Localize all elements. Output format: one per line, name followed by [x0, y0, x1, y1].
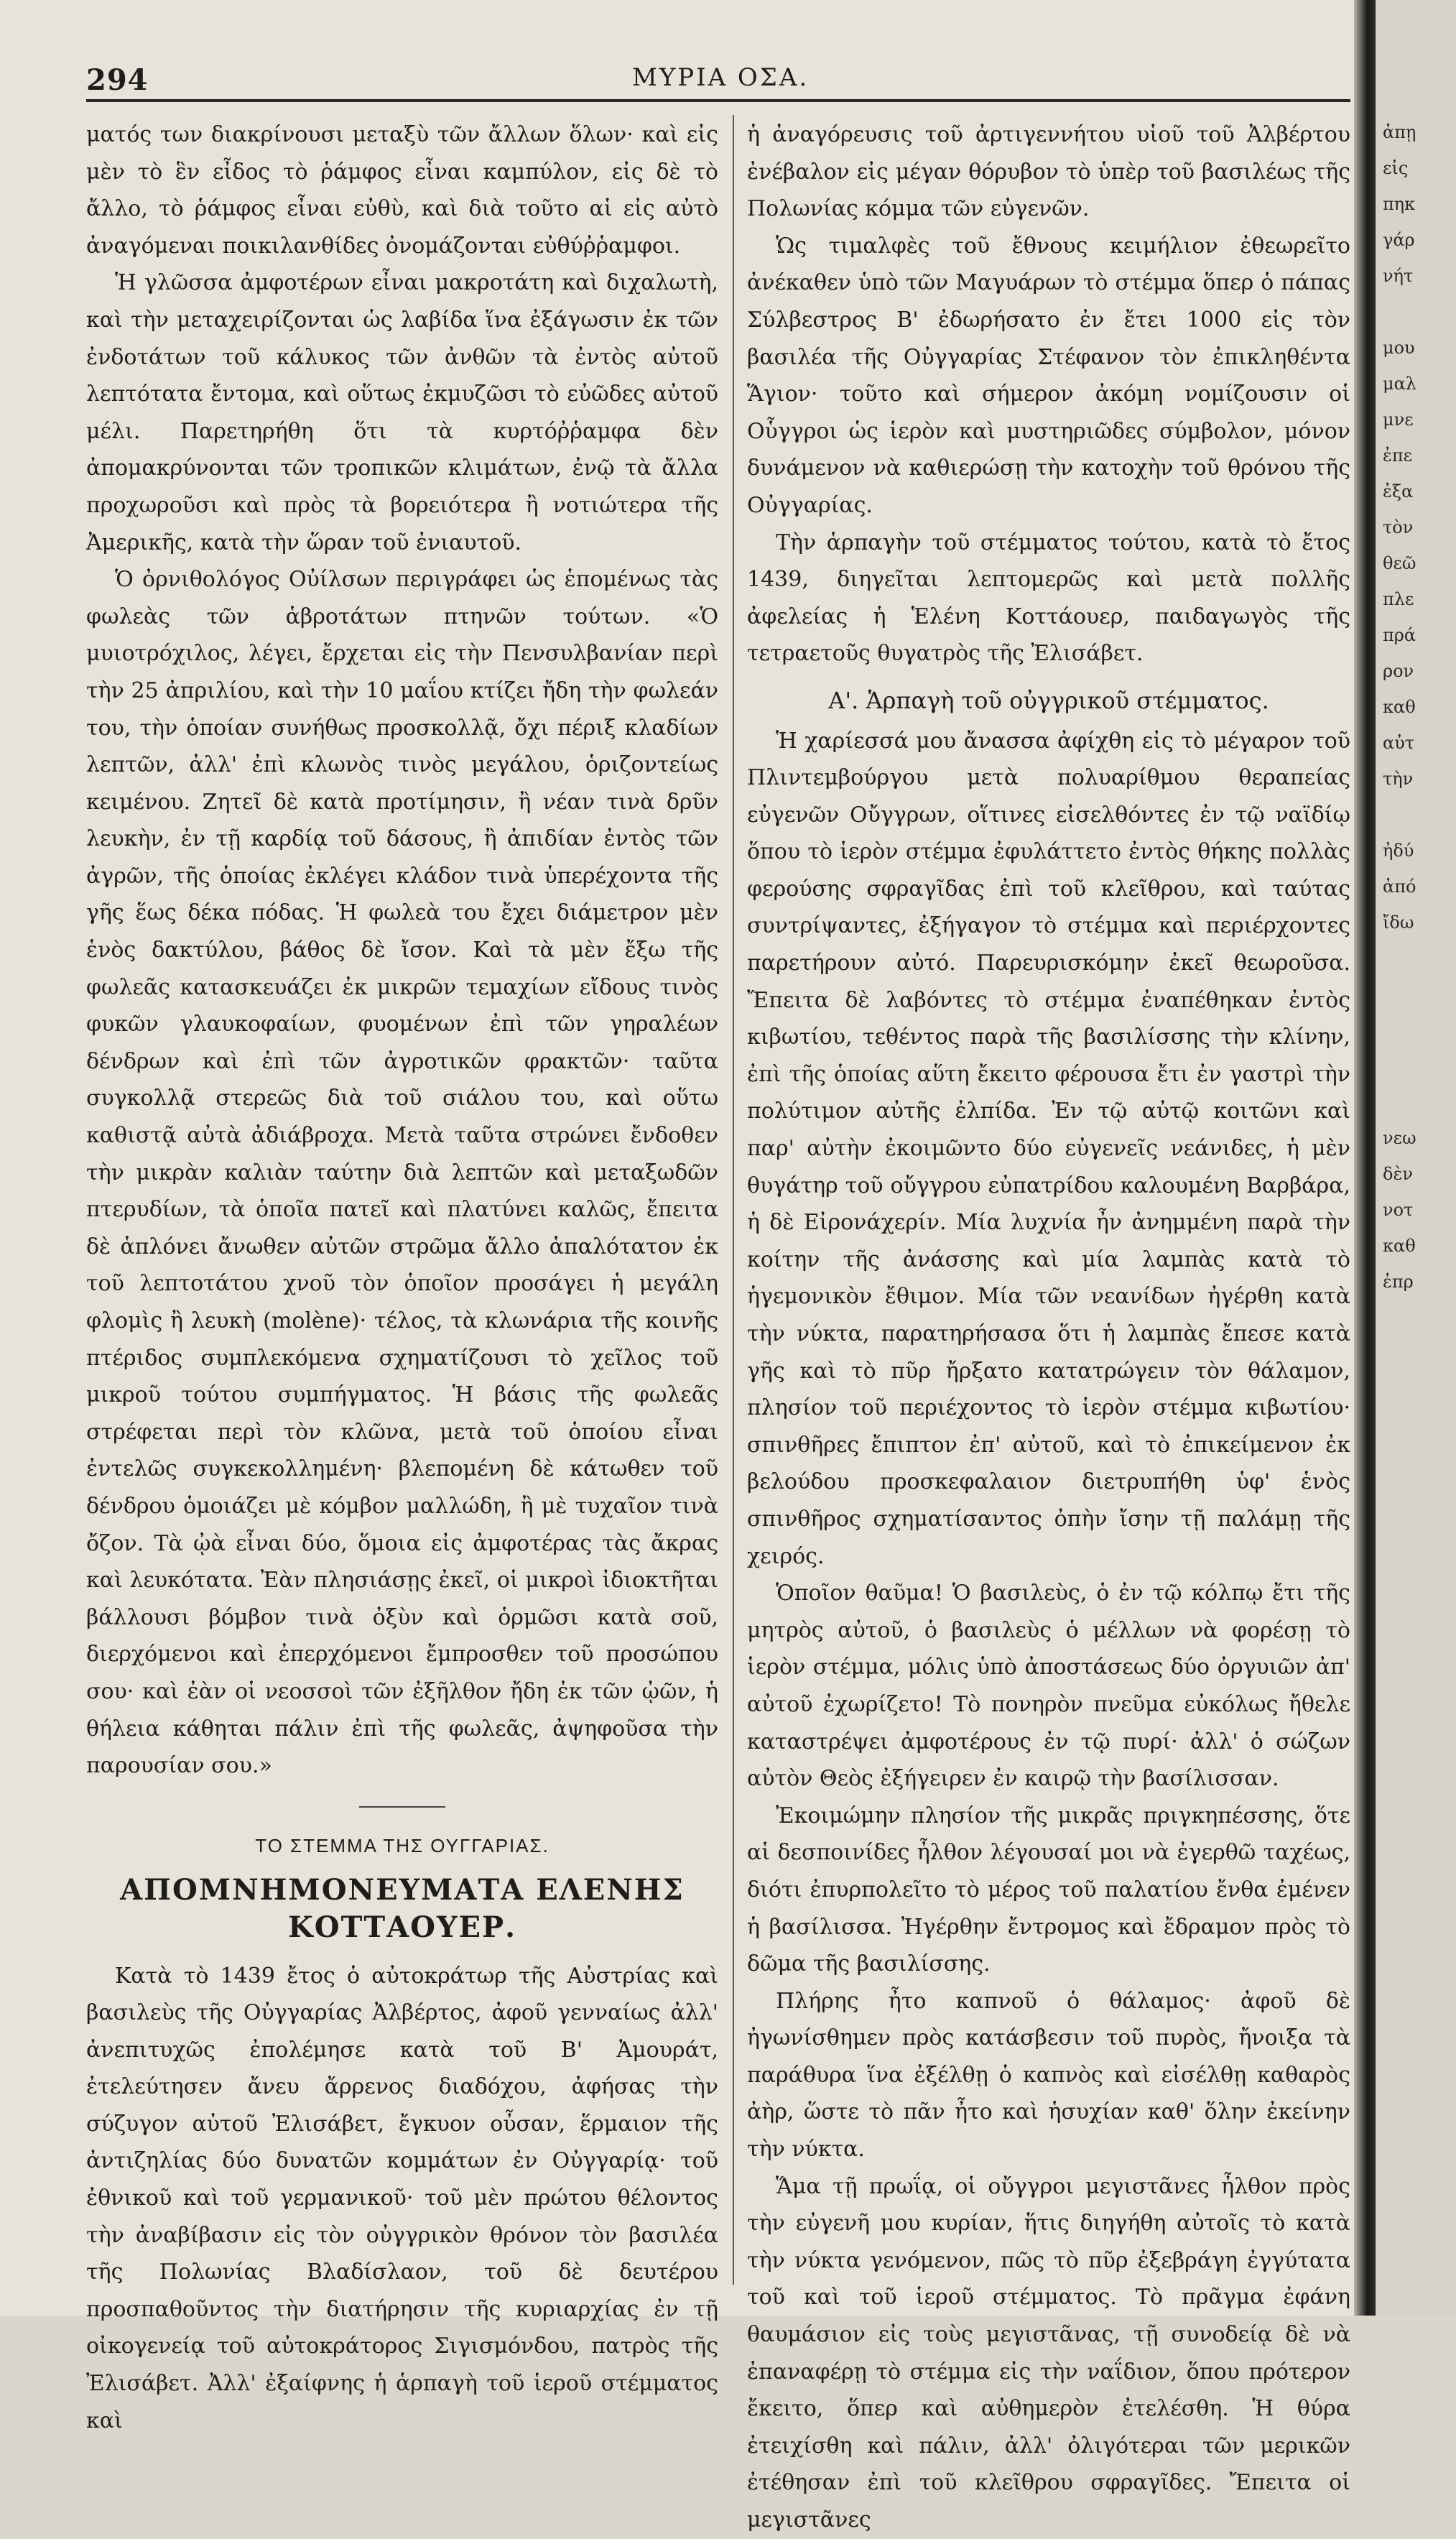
neighbor-fragment: μου	[1383, 338, 1415, 358]
right-column	[747, 116, 1350, 2539]
neighbor-fragment: νήτ	[1383, 266, 1414, 286]
right-paragraph-1: ἡ ἀναγόρευσις τοῦ ἀρτιγεννήτου υἱοῦ τοῦ Ἀλβέρτου ἐνέβαλον εἰς μέγαν θόρυβον τὸ ὑπὲρ τοῦ βασιλέως τῆς Πολωνίας κόμμα τῶν εὐγενῶν.	[747, 122, 1350, 222]
article-paragraph: Κατὰ τὸ 1439 ἔτος ὁ αὐτοκράτωρ τῆς Αὐστρίας καὶ βασιλεὺς τῆς Οὐγγαρίας Ἀλβέρτος, ἀφοῦ γενναίως ἀλλ' ἀνεπιτυχῶς ἐπολέμησε κατὰ τοῦ Β' Ἀμουράτ, ἐτελεύτησεν ἄνευ ἄρρενος διαδόχου, ἀφήσας τὴν σύζυγον αὐτοῦ Ἐλισάβετ, ἔγκυον οὖσαν, ἕρμαιον τῆς ἀντιζηλίας δύο δυνατῶν κομμάτων ἐν Οὐγγαρίᾳ· τοῦ ἐθνικοῦ καὶ τοῦ γερμανικοῦ· τοῦ μὲν πρώτου θέλοντος τὴν ἀναβίβασιν εἰς τὸν οὐγγρικὸν θρόνον τὸν βασιλέα τῆς Πολωνίας Βλαδίσλαον, τοῦ δὲ δευτέρου προσπαθοῦντος τὴν διατήρησιν τῆς κυριαρχίας ἐν τῇ οἰκογενείᾳ τοῦ αὐτοκράτορος Σιγισμόνδου, πατρὸς τῆς Ἐλισάβετ. Ἀλλ' ἐξαίφνης ἡ ἁρπαγὴ τοῦ ἱεροῦ στέμματος καὶ	[86, 1963, 718, 2433]
article-title: ΤΟ ΣΤΕΜΜΑ ΤΗΣ ΟΥΓΓΑΡΙΑΣ.	[255, 1834, 550, 1856]
neighbor-fragment: καθ	[1383, 1236, 1416, 1256]
neighbor-fragment: ἴδω	[1383, 912, 1414, 933]
column-divider	[733, 115, 734, 2285]
left-column	[86, 116, 718, 2439]
page-number: 294	[86, 63, 149, 97]
neighbor-fragment: πηκ	[1383, 194, 1416, 214]
neighbor-fragment: μαλ	[1383, 374, 1417, 394]
book-gutter	[1354, 0, 1376, 2316]
right-paragraph-6: Ἐκοιμώμην πλησίον τῆς μικρᾶς πριγκηπέσσης, ὅτε αἱ δεσποινίδες ἦλθον λέγουσαί μοι νὰ ἐγερθῶ ταχέως, διότι ἐπυρπολεῖτο τὸ μέρος τοῦ παλατίου ἔνθα ἐμένεν ἡ βασίλισσα. Ἠγέρθην ἔντρομος καὶ ἔδραμον πρὸς τὸ δῶμα τῆς βασιλίσσης.	[747, 1803, 1350, 1977]
neighbor-fragment: νεω	[1383, 1128, 1416, 1148]
neighbor-fragment: ἀπῃ	[1383, 122, 1416, 142]
neighbor-fragment: ἐξα	[1383, 481, 1414, 501]
right-paragraph-2: Ὡς τιμαλφὲς τοῦ ἔθνους κειμήλιον ἐθεωρεῖτο ἀνέκαθεν ὑπὸ τῶν Μαγυάρων τὸ στέμμα ὅπερ ὁ πάπας Σύλβεστρος Β' ἐδωρήσατο ἐν ἔτει 1000 εἰς τὸν βασιλέα τῆς Οὐγγαρίας Στέφανον τὸν ἐπικληθέντα Ἅγιον· τοῦτο καὶ σήμερον ἀκόμη νομίζουσιν οἱ Οὗγγροι ὡς ἱερὸν καὶ μυστηριῶδες σύμβολον, μόνον δυνάμενον νὰ καθιερώσῃ τὴν κατοχὴν τοῦ θρόνου τῆς Οὐγγαρίας.	[747, 233, 1350, 518]
left-paragraph-2: Ἡ γλῶσσα ἀμφοτέρων εἶναι μακροτάτη καὶ διχαλωτὴ, καὶ τὴν μεταχειρίζονται ὡς λαβίδα ἵνα ἐξάγωσιν ἐκ τῶν ἐνδοτάτων τοῦ κάλυκος τῶν ἀνθῶν τὰ ἐντὸς αὐτοῦ λεπτότατα ἔντομα, καὶ οὕτως ἐκμυζῶσι τὸ εὐῶδες αὐτοῦ μέλι. Παρετηρήθη ὅτι τὰ κυρτόῤῥαμφα δὲν ἀπομακρύνονται τῶν τροπικῶν κλιμάτων, ἐνῷ τὰ ἄλλα προχωροῦσι καὶ πρὸς τὰ βορειότερα ἢ νοτιώτερα τῆς Ἀμερικῆς, κατὰ τὴν ὥραν τοῦ ἐνιαυτοῦ.	[86, 270, 718, 555]
running-title: ΜΥΡΙΑ ΟΣΑ.	[632, 63, 810, 92]
article-separator	[359, 1806, 445, 1808]
right-paragraph-7: Πλήρης ἦτο καπνοῦ ὁ θάλαμος· ἀφοῦ δὲ ἠγωνίσθημεν πρὸς κατάσβεσιν τοῦ πυρὸς, ἤνοιξα τὰ παράθυρα ἵνα ἐξέλθῃ ὁ καπνὸς καὶ εἰσέλθῃ καθαρὸς ἀὴρ, ὥστε τὸ πᾶν ἦτο καὶ ἡσυχίαν καθ' ὅλην ἐκείνην τὴν νύκτα.	[747, 1988, 1350, 2163]
neighbor-fragment: ἀπό	[1383, 877, 1416, 897]
section-heading: Α'. Ἁρπαγὴ τοῦ οὐγγρικοῦ στέμματος.	[828, 686, 1269, 714]
right-paragraph-3: Τὴν ἁρπαγὴν τοῦ στέμματος τούτου, κατὰ τὸ ἔτος 1439, διηγεῖται λεπτομερῶς καὶ μετὰ πολλῆς ἀφελείας ἡ Ἑλένη Κοττάουερ, παιδαγωγὸς τῆς τετραετοῦς θυγατρὸς τῆς Ἐλισάβετ.	[747, 529, 1350, 667]
neighbor-fragment: καθ	[1383, 697, 1416, 717]
neighbor-fragment: θεῶ	[1383, 553, 1416, 573]
right-paragraph-4: Ἡ χαρίεσσά μου ἄνασσα ἀφίχθη εἰς τὸ μέγαρον τοῦ Πλιντεμβούργου μετὰ πολυαρίθμου θεραπείας εὐγενῶν Οὔγγρων, οἵτινες εἰσελθόντες ἐν τῷ ναϊδίῳ ὅπου τὸ ἱερὸν στέμμα ἐφυλάττετο ἐντὸς θήκης πολλὰς φερούσης σφραγῖδας ἐπὶ τοῦ κλεῖθρου, καὶ ταύτας συντρίψαντες, ἐξήγαγον τὸ στέμμα καὶ περιέρχοντες παρετήρουν αὐτό. Παρευρισκόμην ἐκεῖ θεωροῦσα. Ἔπειτα δὲ λαβόντες τὸ στέμμα ἐναπέθηκαν ἐντὸς κιβωτίου, τεθέντος παρὰ τῆς βασιλίσσης τὴν κλίνην, ἐπὶ τῆς ὁποίας αὕτη ἔκειτο φέρουσα ἔτι ἐν γαστρὶ τὴν πολύτιμον αὐτῆς ἐλπίδα. Ἐν τῷ αὐτῷ κοιτῶνι καὶ παρ' αὐτὴν ἐκοιμῶντο δύο εὐγενεῖς νεάνιδες, ἡ μὲν θυγάτηρ τοῦ οὔγγρου εὐπατρίδου καλουμένη Βαρβάρα, ἡ δὲ Εἰρονάχερίν. Μία λυχνία ἦν ἀνημμένη παρὰ τὴν κοίτην τῆς ἀνάσσης καὶ μία λαμπὰς κατὰ τὸ ἡγεμονικὸν ἔθιμον. Μία τῶν νεανίδων ἠγέρθη κατὰ τὴν νύκτα, παρατηρήσασα ὅτι ἡ λαμπὰς ἔπεσε κατὰ γῆς καὶ τὸ πῦρ ἤρξατο κατατρώγειν τὸν θάλαμον, πλησίον τοῦ περιέχοντος τὸ ἱερὸν στέμμα κιβωτίου· σπινθῆρες ἔπιπτον ἐπ' αὐτοῦ, καὶ τὸ ἐπικείμενον ἐκ βελούδου προσκεφαλαιον διετρυπήθη ὑφ' ἑνὸς σπινθῆρος σχηματίσαντος ὀπὴν ἴσην τῇ παλάμῃ τῆς χειρός.	[747, 728, 1350, 1569]
neighbor-page-edge	[1376, 0, 1456, 2316]
neighbor-fragment: τὴν	[1383, 769, 1414, 789]
left-paragraph-3: Ὁ ὀρνιθολόγος Οὐίλσων περιγράφει ὡς ἑπομένως τὰς φωλεὰς τῶν ἁβροτάτων πτηνῶν τούτων. «Ὁ μυιοτρόχιλος, λέγει, ἔρχεται εἰς τὴν Πενσυλβανίαν περὶ τὴν 25 ἀπριλίου, καὶ τὴν 10 μαΐου κτίζει ἤδη τὴν φωλεάν του, τὴν ὁποίαν συνήθως προσκολλᾷ, ὄχι πέριξ κλαδίων λεπτῶν, ἀλλ' ἐπὶ κλωνὸς τινὸς μεγάλου, ὁριζοντείως κειμένου. Ζητεῖ δὲ κατὰ προτίμησιν, ἢ νέαν τινὰ δρῦν λευκὴν, ἐν τῇ καρδίᾳ τοῦ δάσους, ἢ ἀπιδίαν ἐντὸς τῶν ἀγρῶν, τῆς ὁποίας ἐκλέγει κλάδον τινὰ ὑπερέχοντα τῆς γῆς ἕως δέκα πόδας. Ἡ φωλεὰ του ἔχει διάμετρον μὲν ἑνὸς δακτύλου, βάθος δὲ ἴσον. Καὶ τὰ μὲν ἔξω τῆς φωλεᾶς κατασκευάζει ἐκ μικρῶν τεμαχίων εἴδους τινὸς φυκῶν γλαυκοφαίων, φυομένων ἐπὶ τῶν γηραλέων δένδρων καὶ ἐπὶ τῶν ἀγροτικῶν φρακτῶν· ταῦτα συγκολλᾷ στερεῶς διὰ τοῦ σιάλου του, καὶ οὕτω καθιστᾷ αὐτὰ ἀδιάβροχα. Μετὰ ταῦτα στρώνει ἔνδοθεν τὴν μικρὰν καλιὰν ταύτην διὰ λεπτῶν καὶ μεταξωδῶν πτερυδίων, τὰ ὁποῖα πατεῖ καὶ πλατύνει καλῶς, ἔπειτα δὲ ἁπλόνει ἄνωθεν αὐτῶν στρῶμα ἄλλο ἁπαλότατον ἐκ τοῦ λεπτοτάτου χνοῦ τὸν ὁποῖον προσάγει ἡ μεγάλη φλομὶς ἢ λευκὴ (molène)· τέλος, τὰ κλωνάρια τῆς κοινῆς πτέριδος συμπλεκόμενα σχηματίζουσι τὸ χεῖλος τοῦ μικροῦ τούτου συμπήγματος. Ἡ βάσις τῆς φωλεᾶς στρέφεται περὶ τὸν κλῶνα, μετὰ τοῦ ὁποίου εἶναι ἐντελῶς συγκεκολλημένη· βλεπομένη δὲ κάτωθεν τοῦ δένδρου ὁμοιάζει μὲ κόμβον μαλλώδη, ἢ μὲ τυχαῖον τινὰ ὄζον. Τὰ ᾠὰ εἶναι δύο, ὅμοια εἰς ἀμφοτέρας τὰς ἄκρας καὶ λευκότατα. Ἐὰν πλησιάσῃς ἐκεῖ, οἱ μικροὶ ἰδιοκτῆται βάλλουσι βόμβον τινὰ ὀξὺν καὶ ὁρμῶσι κατὰ σοῦ, διερχόμενοι καὶ ἐπερχόμενοι ἔμπροσθεν τοῦ προσώπου σου· καὶ ἐὰν οἱ νεοσσοὶ τῶν ἐξῆλθον ἤδη ἐκ τῶν ᾠῶν, ἡ θήλεια κάθηται πάλιν ἐπὶ τῆς φωλεᾶς, ἀψηφοῦσα τὴν παρουσίαν σου.»	[86, 567, 718, 1779]
neighbor-fragment: αὐτ	[1383, 733, 1415, 753]
neighbor-fragment: πλε	[1383, 589, 1414, 609]
neighbor-fragment: τὸν	[1383, 517, 1414, 537]
right-paragraph-8: Ἅμα τῇ πρωΐᾳ, οἱ οὔγγροι μεγιστᾶνες ἦλθον πρὸς τὴν εὐγενῆ μου κυρίαν, ἥτις διηγήθη αὐτοῖς τὸ κατὰ τὴν νύκτα γενόμενον, πῶς τὸ πῦρ ἐξεβράγη ἐγγύτατα τοῦ καὶ τοῦ ἱεροῦ στέμματος. Τὸ πρᾶγμα ἐφάνη θαυμάσιον εἰς τοὺς μεγιστᾶνας, τῇ συνοδείᾳ δὲ νὰ ἐπαναφέρῃ τὸ στέμμα εἰς τὴν ναΐδιον, ὅπου πρότερον ἔκειτο, ὅπερ καὶ αὐθημερὸν ἐτελέσθη. Ἡ θύρα ἐτειχίσθη καὶ πάλιν, ἀλλ' ὀλιγότεραι τῶν μερικῶν ἐτέθησαν ἐπὶ τοῦ κλεῖθρου σφραγῖδες. Ἔπειτα οἱ μεγιστᾶνες	[747, 2173, 1350, 2533]
left-paragraph-1: ματός των διακρίνουσι μεταξὺ τῶν ἄλλων ὅλων· καὶ εἰς μὲν τὸ ἓν εἶδος τὸ ῥάμφος εἶναι καμπύλον, εἰς δὲ τὸ ἄλλο, τὸ ῥάμφος εἶναι εὐθὺ, καὶ διὰ τοῦτο αἱ εἰς αὐτὸ ἀναγόμεναι ποικιλανθίδες ὀνομάζονται εὐθύῤῥαμφοι.	[86, 122, 718, 259]
neighbor-fragment: ἐπε	[1383, 445, 1413, 466]
neighbor-fragment: δὲν	[1383, 1164, 1413, 1184]
header-rule	[86, 99, 1350, 102]
neighbor-fragment: ρον	[1383, 661, 1414, 681]
right-paragraph-5: Ὁποῖον θαῦμα! Ὁ βασιλεὺς, ὁ ἐν τῷ κόλπῳ ἔτι τῆς μητρὸς αὐτοῦ, ὁ βασιλεὺς ὁ μέλλων νὰ φορέσῃ τὸ ἱερὸν στέμμα, μόλις ὑπὸ ἀποστάσεως δύο ὀργυιῶν ἀπ' αὐτοῦ ἐχωρίζετο! Τὸ πονηρὸν πνεῦμα εὐκόλως ἤθελε καταστρέψει ἀμφοτέρους ἐν τῷ πυρί· ἀλλ' ὁ σώζων αὐτὸν Θεὸς ἐξήγειρεν ἐν καιρῷ τὴν βασίλισσαν.	[747, 1581, 1350, 1792]
article-subtitle: ΑΠΟΜΝΗΜΟΝΕΥΜΑΤΑ ΕΛΕΝΗΣ ΚΟΤΤΑΟΥΕΡ.	[120, 1873, 685, 1944]
neighbor-fragment: εἰς	[1383, 158, 1409, 178]
neighbor-fragment: πρά	[1383, 625, 1416, 645]
neighbor-fragment: νοτ	[1383, 1200, 1414, 1220]
neighbor-fragment: ἠδύ	[1383, 841, 1414, 861]
neighbor-fragment: γάρ	[1383, 230, 1415, 250]
neighbor-fragment: μνε	[1383, 410, 1414, 430]
neighbor-fragment: ἐπρ	[1383, 1272, 1414, 1292]
